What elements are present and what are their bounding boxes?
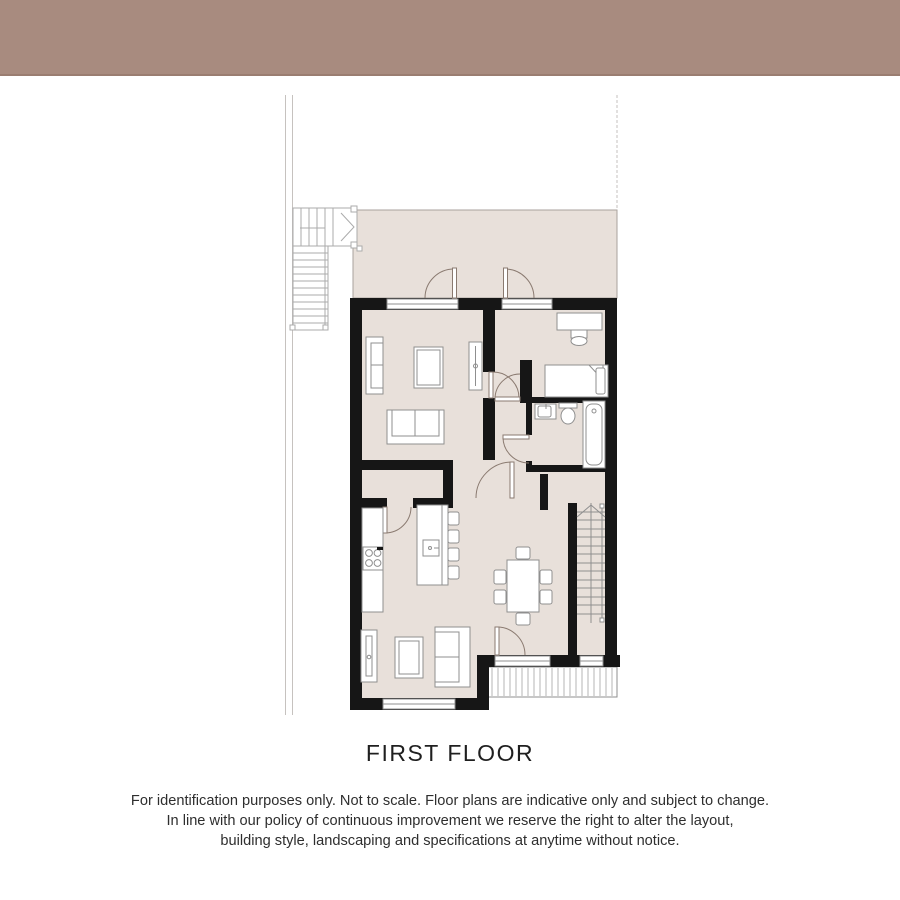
dining-chair — [540, 590, 552, 604]
stair-post — [351, 242, 357, 248]
wall-right — [605, 298, 617, 667]
page-title: FIRST FLOOR — [365, 740, 535, 766]
wash-basin — [535, 404, 556, 419]
dining-chair — [494, 570, 506, 584]
stair-post — [357, 246, 362, 251]
wall-left — [350, 298, 362, 710]
radiator — [469, 342, 482, 390]
handrail-post — [600, 504, 604, 508]
stair-post — [290, 325, 295, 330]
double-bed — [545, 365, 608, 397]
stair-lobby-window — [580, 656, 603, 666]
wall-bathroom-left-upper — [526, 403, 532, 435]
tall-unit — [361, 630, 377, 682]
disclaimer-line-2: In line with our policy of continuous improvement we reserve the right to alter the layout, — [166, 813, 734, 829]
disclaimer-line-1: For identification purposes only. Not to scale. Floor plans are indicative only and subject to change. — [130, 793, 770, 809]
wall-lounge-hall — [483, 398, 495, 460]
dining-chair — [494, 590, 506, 604]
dining-chair — [540, 570, 552, 584]
wall-lounge-bottom — [350, 460, 443, 470]
sofa-snug — [435, 627, 470, 687]
sofa-bottom — [387, 410, 444, 444]
window-bottom-left — [383, 699, 455, 709]
dining-chair — [516, 613, 530, 625]
disclaimer-line-3: building style, landscaping and specifications at anytime without notice. — [220, 833, 680, 849]
terrace-door-window-1 — [387, 299, 458, 309]
stair-post — [351, 206, 357, 212]
dining-table — [507, 560, 539, 612]
wall-lounge-bedroom — [483, 310, 495, 372]
kitchen-counter — [362, 508, 383, 612]
disclaimer — [60, 791, 840, 851]
patio-door-threshold — [495, 656, 550, 666]
sofa-left — [366, 337, 383, 394]
rear-decking — [487, 667, 617, 697]
bathtub — [583, 401, 605, 468]
armchair — [395, 637, 423, 678]
wall-stair-left — [568, 503, 577, 655]
wall-bedroom-stub — [520, 360, 532, 397]
stair-post — [323, 325, 328, 330]
roof-terrace — [353, 210, 617, 298]
coffee-table — [414, 347, 443, 388]
deck-boards — [492, 668, 612, 696]
handrail-post — [600, 618, 604, 622]
wall-hall-stair — [540, 474, 548, 510]
terrace-door-window-2 — [502, 299, 552, 309]
dining-chair — [516, 547, 530, 559]
